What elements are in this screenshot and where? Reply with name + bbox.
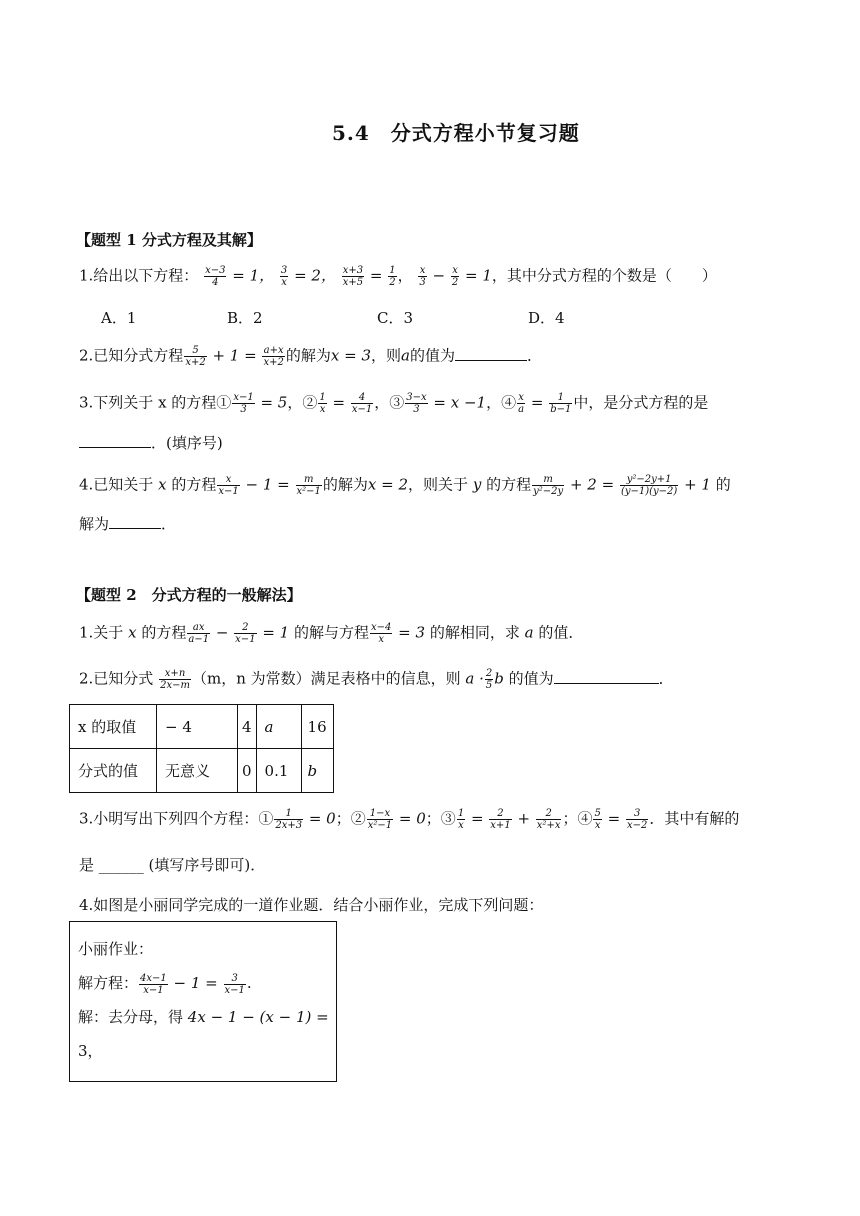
question-text: 3.下列关于 x 的方程① xyxy=(79,393,232,412)
question-text: 4.已知关于 xyxy=(79,475,154,494)
fraction: $\frac{5}{x+2}$ xyxy=(185,345,206,368)
table-cell: 4 xyxy=(238,705,257,749)
fraction: $\frac{\text{y²−2y+1}}{(y-1)(y-2)}$ xyxy=(620,474,678,497)
question-1-3-line2 xyxy=(79,433,223,453)
option-c: C．3 xyxy=(377,309,414,327)
fraction: $\frac{m}{\text{y²−2y}}$ xyxy=(533,474,564,497)
question-text: ，则 xyxy=(370,346,401,365)
fraction: $\frac{3}{x-1}$ xyxy=(224,972,245,996)
fraction: $\frac{1}{2}$ xyxy=(389,265,396,288)
question-text: 的解与方程 xyxy=(293,623,369,642)
fraction: $\frac{x}{a}$ xyxy=(518,392,525,415)
section-2-header: 【题型 2 分式方程的一般解法】 xyxy=(76,586,302,604)
question-text: 1.给出以下方程： xyxy=(79,266,199,285)
question-text: ．其中有解的 xyxy=(649,809,740,828)
question-1-2: 2.已知分式方程 $\frac{5}{x+2}$ + 1 = $\frac{a+x}{x+2}$ 的解为x = 3，则a的值为 ． xyxy=(79,345,542,368)
info-table xyxy=(69,704,334,793)
question-text: （m，n 为常数）满足表格中的信息，则 xyxy=(191,669,461,688)
question-text: ．(填序号) xyxy=(151,434,223,452)
question-text: 的值为 xyxy=(409,346,455,365)
fraction: $\frac{x}{x-1}$ xyxy=(218,474,239,497)
question-1-1: 1.给出以下方程： $\frac{x-3}{4}$ = 1， $\frac{3}{x}$ = 2， $\frac{x+3}{x+5}$ = $\frac{1}{2}$ ， $\frac{x}{3}$ − $\frac{x}{2}$ = 1，其中分式方程的个数是（ ） xyxy=(79,265,717,288)
table-cell: − 4 xyxy=(157,705,238,749)
fraction: $\frac{x+n}{2x-m}$ xyxy=(160,668,190,691)
question-text: 中，是分式方程的是 xyxy=(573,393,709,412)
option-b: B．2 xyxy=(227,309,263,327)
fraction: $\frac{x}{2}$ xyxy=(451,265,459,288)
fraction: $\frac{x-4}{x}$ xyxy=(371,622,392,645)
table-cell: 无意义 xyxy=(157,749,238,793)
fraction: $\frac{3}{x}$ xyxy=(280,265,288,288)
question-text: 的解相同，求 xyxy=(429,623,520,642)
homework-equation: 解方程： $\frac{4x-1}{x-1}$ − 1 = $\frac{3}{x-1}$ . xyxy=(78,972,252,996)
option-d: D．4 xyxy=(528,309,565,327)
fraction: $\frac{4}{x-1}$ xyxy=(351,392,373,415)
table-row xyxy=(70,749,334,793)
table-cell: b xyxy=(301,749,333,793)
fraction: $\frac{1}{2x+3}$ xyxy=(275,808,303,831)
table-cell: 0 xyxy=(238,749,257,793)
fraction: $\frac{2}{5}$ xyxy=(485,668,493,691)
fraction: $\frac{x-1}{3}$ xyxy=(233,392,254,415)
question-text: 的方程 xyxy=(141,623,187,642)
question-text: ，其中分式方程的个数是（ ） xyxy=(491,266,717,285)
fraction: $\frac{1}{b-1}$ xyxy=(550,392,572,415)
homework-step: 解：去分母，得 4x − 1 − (x − 1) = xyxy=(78,1008,329,1026)
homework-box xyxy=(69,921,337,1082)
fraction: $\frac{x-3}{4}$ xyxy=(205,265,226,288)
question-text: ，则关于 xyxy=(408,475,469,494)
fraction: $\frac{2}{\text{x²+x}}$ xyxy=(536,808,561,831)
table-row xyxy=(70,705,334,749)
table-cell: 0.1 xyxy=(256,749,301,793)
fraction: $\frac{m}{\text{x²−1}}$ xyxy=(296,474,321,497)
question-text: 解为 xyxy=(79,515,110,533)
answer-blank[interactable] xyxy=(79,433,151,448)
question-2-2: 2.已知分式 $\frac{x+n}{2x-m}$ （m，n 为常数）满足表格中的信息，则 a · $\frac{2}{5}$ b 的值为 ． xyxy=(79,668,674,691)
answer-blank[interactable] xyxy=(109,514,161,529)
homework-label: 解方程： xyxy=(78,974,139,992)
answer-blank[interactable] xyxy=(554,669,659,684)
question-1-4: 4.已知关于 x 的方程 $\frac{x}{x-1}$ − 1 = $\frac{m}{\text{x²−1}}$ 的解为x = 2，则关于 y 的方程 $\frac{m}{\text{y²−2y}}$ + 2 = $\frac{\text{y²−2y+1}}{(y-1)(y-2)}$ + 1 的 xyxy=(79,474,731,497)
question-text: 的值为 xyxy=(508,669,554,688)
homework-step-cont: 3， xyxy=(78,1042,103,1060)
option-a: A．1 xyxy=(101,309,137,327)
fraction: $\frac{4x-1}{x-1}$ xyxy=(140,972,167,996)
fraction: $\frac{5}{x}$ xyxy=(594,808,601,831)
question-text: 2.已知分式 xyxy=(79,669,154,688)
table-cell: 16 xyxy=(301,705,333,749)
fraction: $\frac{1-x}{\text{x²−1}}$ xyxy=(367,808,393,831)
fraction: $\frac{1}{x}$ xyxy=(319,392,326,415)
question-text: 1.关于 xyxy=(79,623,124,642)
question-2-3: 3.小明写出下列四个方程：① $\frac{1}{2x+3}$ = 0；② $\frac{1-x}{\text{x²−1}}$ = 0；③ $\frac{1}{x}$ = $\frac{2}{x+1}$ + $\frac{2}{\text{x²+x}}$ ；④ $\frac{5}{x}$ = $\frac{3}{x-2}$ ．其中有解的 xyxy=(79,808,740,831)
homework-label: 解：去分母，得 xyxy=(78,1008,184,1026)
fraction: $\frac{ax}{a-1}$ xyxy=(188,622,210,645)
question-text: 的值． xyxy=(538,623,584,642)
fraction: $\frac{1}{x}$ xyxy=(457,808,465,831)
question-text: 的 xyxy=(715,475,731,494)
question-1-4-line2: 解为 ． xyxy=(79,515,177,533)
question-text: 的解为 xyxy=(285,346,331,365)
question-text: 的方程 xyxy=(486,475,532,494)
table-cell: 分式的值 xyxy=(70,749,157,793)
table-cell: x 的取值 xyxy=(70,705,157,749)
table-cell: a xyxy=(256,705,301,749)
fraction: $\frac{2}{x+1}$ xyxy=(490,808,511,831)
fraction: $\frac{2}{x-1}$ xyxy=(235,622,256,645)
question-2-3-line2: 是 ______ (填写序号即可)． xyxy=(79,856,266,874)
fraction: $\frac{a+x}{x+2}$ xyxy=(263,345,284,368)
fraction: $\frac{x+3}{x+5}$ xyxy=(342,265,364,288)
fraction: $\frac{x}{3}$ xyxy=(419,265,426,288)
fraction: $\frac{3}{x-2}$ xyxy=(626,808,648,831)
answer-blank[interactable] xyxy=(455,346,527,361)
section-1-header: 【题型 1 分式方程及其解】 xyxy=(76,231,262,249)
question-2-4: 4.如图是小丽同学完成的一道作业题．结合小丽作业，完成下列问题： xyxy=(79,896,544,914)
question-text: 的方程 xyxy=(171,475,217,494)
page-title: 5.4 分式方程小节复习题 xyxy=(332,121,580,145)
homework-title: 小丽作业： xyxy=(78,940,154,958)
question-text: 的解为 xyxy=(322,475,368,494)
question-text: 2.已知分式方程 xyxy=(79,346,184,365)
question-1-3: 3.下列关于 x 的方程① $\frac{x-1}{3}$ = 5，② $\frac{1}{x}$ = $\frac{4}{x-1}$ ，③ $\frac{3-x}{3}$ = x −1，④ $\frac{x}{a}$ = $\frac{1}{b-1}$ 中，是分式方程的是 xyxy=(79,392,709,415)
fraction: $\frac{3-x}{3}$ xyxy=(406,392,427,415)
question-text: 3.小明写出下列四个方程：① xyxy=(79,809,274,828)
question-2-1: 1.关于 x 的方程 $\frac{ax}{a-1}$ − $\frac{2}{x-1}$ = 1 的解与方程 $\frac{x-4}{x}$ = 3 的解相同，求 a 的值． xyxy=(79,622,584,645)
